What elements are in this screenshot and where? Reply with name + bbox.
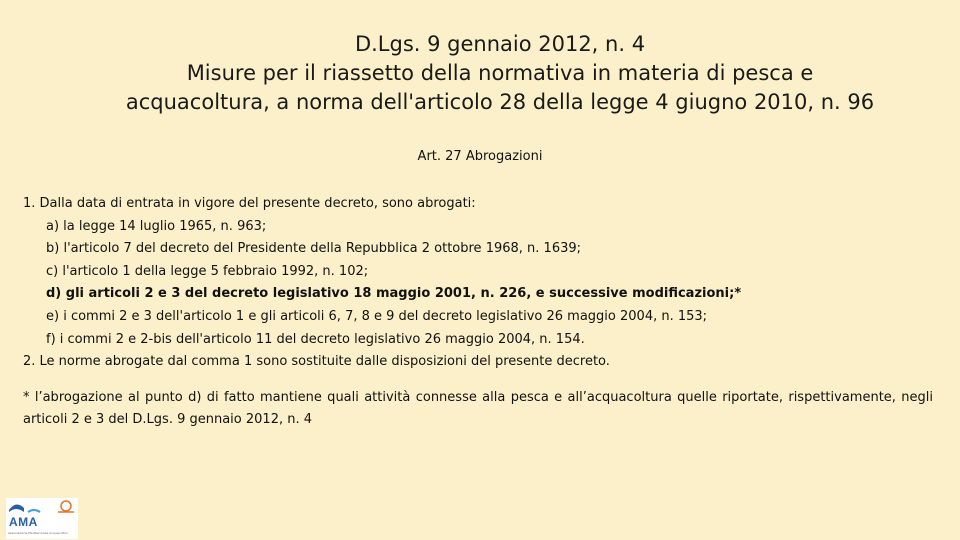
list-item-f: f) i commi 2 e 2-bis dell'articolo 11 del decreto legislativo 26 maggio 2004, n. 154. [46,331,585,347]
title-line-2: Misure per il riassetto della normativa in materia di pesca e [186,61,814,85]
paragraph-1: 1. Dalla data di entrata in vigore del presente decreto, sono abrogati: [23,196,476,211]
list-item-b: b) l'articolo 7 del decreto del Presidente della Repubblica 2 ottobre 1968, n. 1639; [46,241,582,257]
list-item-c: c) l'articolo 1 della legge 5 febbraio 1992, n. 102; [46,263,369,279]
list-item-d: d) gli articoli 2 e 3 del decreto legislativo 18 maggio 2001, n. 226, e successive modificazioni;* [46,286,742,302]
title-line-1: D.Lgs. 9 gennaio 2012, n. 4 [354,32,646,56]
article-body [23,193,938,374]
paragraph-2: 2. Le norme abrogate dal comma 1 sono sostituite dalle disposizioni del presente decreto. [23,354,610,370]
list-item-e: e) i commi 2 e 3 dell'articolo 1 e gli articoli 6, 7, 8 e 9 del decreto legislativo 26 maggio 2004, n. 153; [46,308,708,324]
title-line-3: acquacoltura, a norma dell'articolo 28 della legge 4 giugno 2010, n. 96 [125,90,875,114]
ama-logo [6,498,78,539]
document-title [0,30,960,117]
article-heading: Art. 27 Abrogazioni [417,149,543,164]
list-item-a: a) la legge 14 luglio 1965, n. 963; [46,218,267,234]
footnote: * l’abrogazione al punto d) di fatto mantiene quali attività connesse alla pesca e all’acquacoltura quelle riportate, rispettivamente, negli articoli 2 e 3 del D.Lgs. 9 gennaio 2012, n. 4 [23,390,933,427]
logo-text: AMA [9,515,38,529]
logo-subtext: Associazione Mediterranea Acquacoltori [8,531,68,535]
